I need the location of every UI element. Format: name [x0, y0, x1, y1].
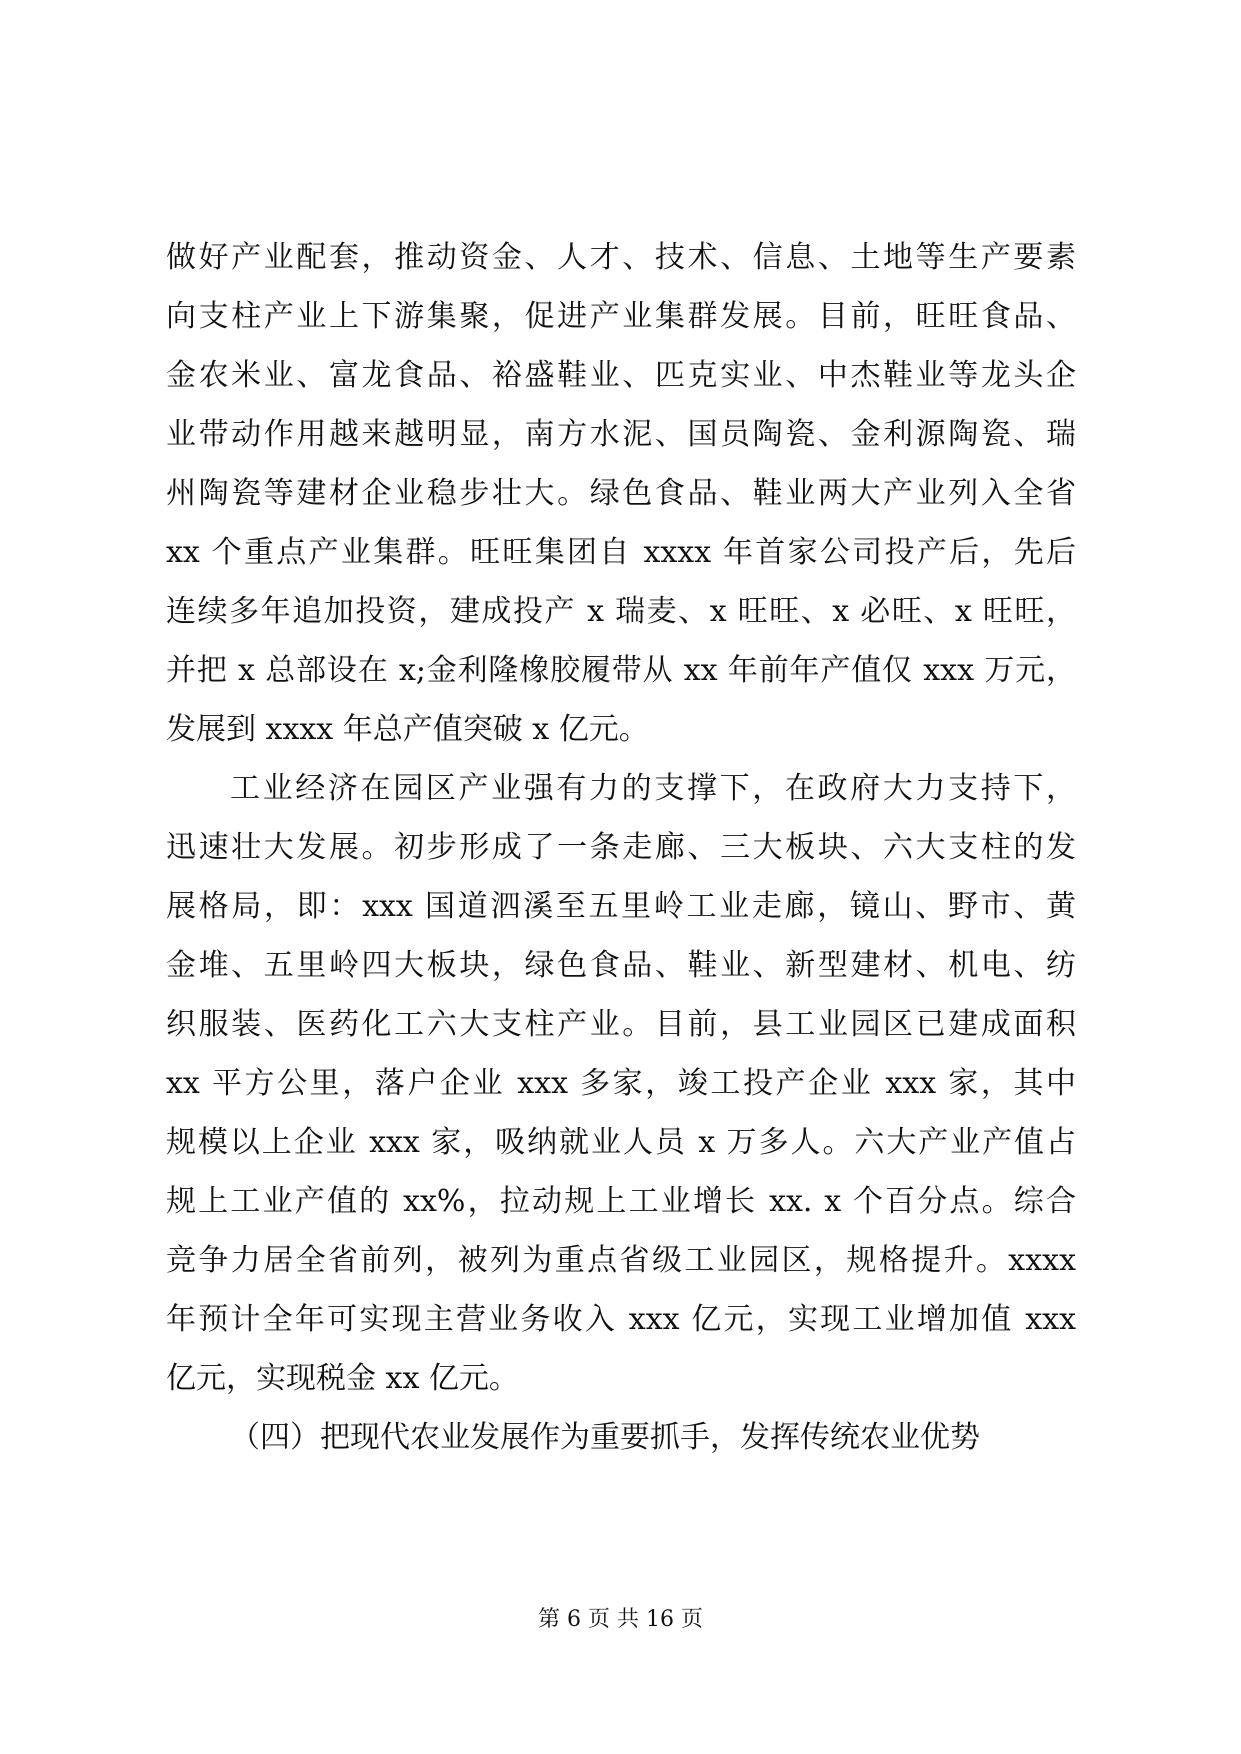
paragraph-line: 竞争力居全省前列，被列为重点省级工业园区，规格提升。xxxx [166, 1243, 1076, 1278]
paragraph-line: 发展到 xxxx 年总产值突破 x 亿元。 [166, 712, 649, 747]
paragraph-line: 金农米业、富龙食品、裕盛鞋业、匹克实业、中杰鞋业等龙头企 [166, 358, 1076, 393]
paragraph-line: xx 个重点产业集群。旺旺集团自 xxxx 年首家公司投产后，先后 [166, 535, 1076, 570]
paragraph-line: 连续多年追加投资，建成投产 x 瑞麦、x 旺旺、x 必旺、x 旺旺， [166, 594, 1076, 629]
paragraph-line: 亿元，实现税金 xx 亿元。 [166, 1361, 519, 1396]
paragraph-line: 州陶瓷等建材企业稳步壮大。绿色食品、鞋业两大产业列入全省 [166, 476, 1076, 511]
paragraph-line: 年预计全年可实现主营业务收入 xxx 亿元，实现工业增加值 xxx [166, 1302, 1076, 1337]
paragraph-line: 规上工业产值的 xx%，拉动规上工业增长 xx. x 个百分点。综合 [166, 1184, 1076, 1219]
paragraph-line: 业带动作用越来越明显，南方水泥、国员陶瓷、金利源陶瓷、瑞 [166, 417, 1076, 452]
paragraph-line: 做好产业配套，推动资金、人才、技术、信息、土地等生产要素 [166, 240, 1076, 275]
paragraph-line: 规模以上企业 xxx 家，吸纳就业人员 x 万多人。六大产业产值占 [166, 1125, 1076, 1160]
body-text [166, 228, 1076, 1467]
paragraph-line: 展格局，即：xxx 国道泗溪至五里岭工业走廊，镜山、野市、黄 [166, 889, 1076, 924]
paragraph-line: 并把 x 总部设在 x;金利隆橡胶履带从 xx 年前年产值仅 xxx 万元， [166, 653, 1076, 688]
paragraph-line: （四）把现代农业发展作为重要抓手，发挥传统农业优势 [230, 1420, 980, 1455]
paragraph-line: 织服装、医药化工六大支柱产业。目前，县工业园区已建成面积 [166, 1007, 1076, 1042]
page-footer: 第 6 页 共 16 页 [538, 1607, 703, 1632]
paragraph-line: 工业经济在园区产业强有力的支撑下，在政府大力支持下， [230, 771, 1076, 806]
paragraph-line: 金堆、五里岭四大板块，绿色食品、鞋业、新型建材、机电、纺 [166, 948, 1076, 983]
paragraph-line: xx 平方公里，落户企业 xxx 多家，竣工投产企业 xxx 家，其中 [166, 1066, 1076, 1101]
paragraph-line: 迅速壮大发展。初步形成了一条走廊、三大板块、六大支柱的发 [166, 830, 1076, 865]
paragraph-line: 向支柱产业上下游集聚，促进产业集群发展。目前，旺旺食品、 [166, 299, 1076, 334]
